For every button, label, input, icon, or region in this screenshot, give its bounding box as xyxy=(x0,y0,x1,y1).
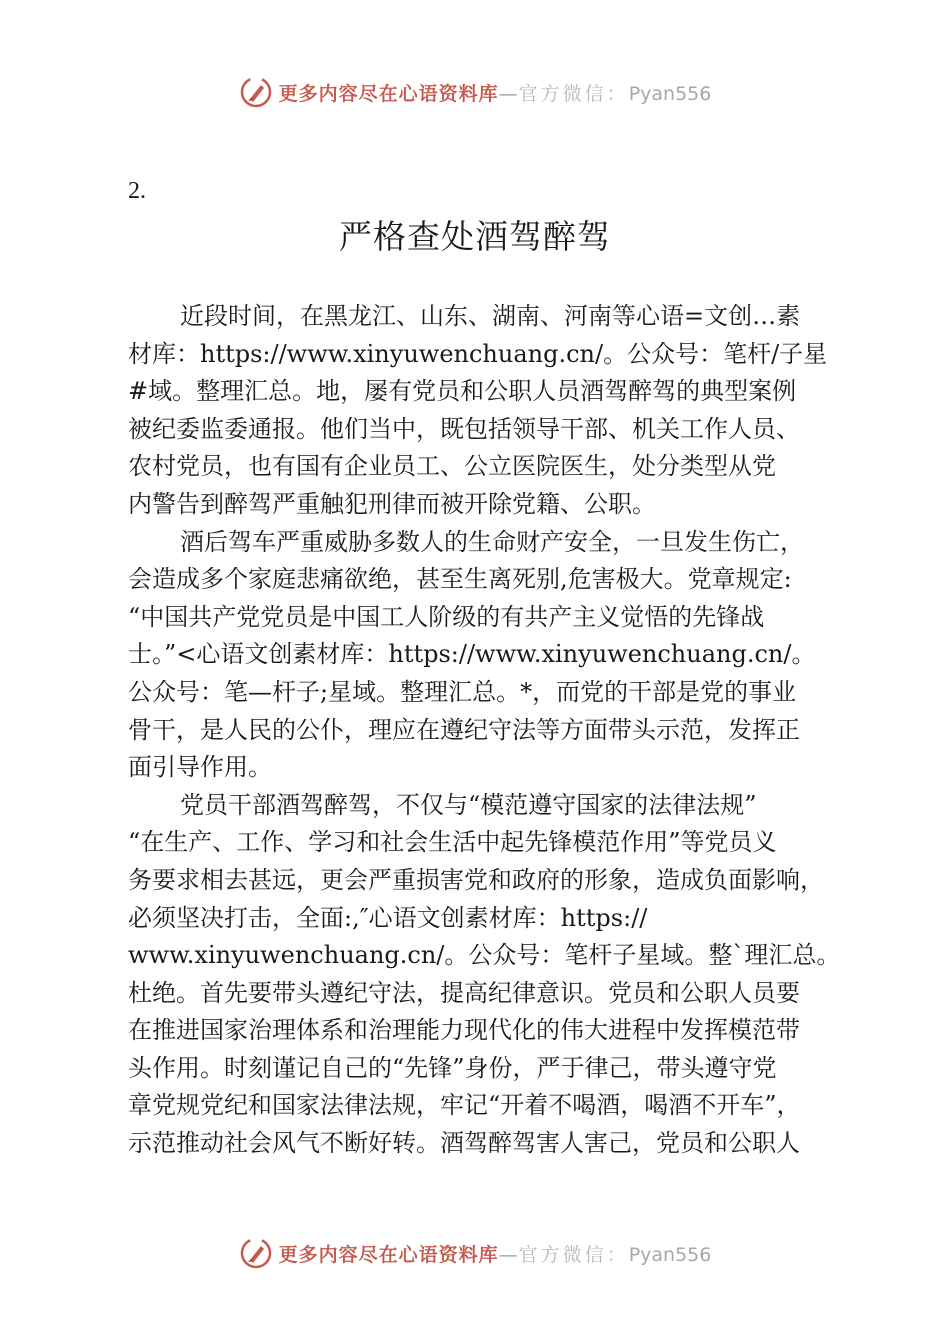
section-number: 2. xyxy=(128,178,146,204)
body-line: 必须坚决打击，全面:,″心语文创素材库：https:// xyxy=(128,903,648,932)
body-line: 杜绝。首先要带头遵纪守法，提高纪律意识。党员和公职人员要 xyxy=(128,978,800,1007)
footer-watermark-part2: — xyxy=(498,1243,519,1266)
body-line: 在推进国家治理体系和治理能力现代化的伟大进程中发挥模范带 xyxy=(128,1016,800,1045)
footer-watermark-part1: 更多内容尽在心语资料库 xyxy=(278,1243,499,1266)
header-watermark-part4: Pyan556 xyxy=(628,82,712,105)
body-line: “在生产、工作、学习和社会生活中起先锋模范作用”等党员义 xyxy=(128,828,777,857)
body-line: 材库：https://www.xinyuwenchuang.cn/。公众号：笔杆/子星 xyxy=(128,339,828,368)
footer-watermark-part3: 官方微信： xyxy=(518,1243,629,1266)
body-line: 会造成多个家庭悲痛欲绝，甚至生离死别,危害极大。党章规定: xyxy=(128,565,792,594)
body-line: 被纪委监委通报。他们当中，既包括领导干部、机关工作人员、 xyxy=(128,414,800,443)
body-line: 党员干部酒驾醉驾，不仅与“模范遵守国家的法律法规” xyxy=(180,790,757,819)
logo-icon xyxy=(239,75,273,109)
body-line: 务要求相去甚远，更会严重损害党和政府的形象，造成负面影响， xyxy=(128,865,824,894)
header-watermark-text xyxy=(279,79,712,106)
body-line: “中国共产党党员是中国工人阶级的有共产主义觉悟的先锋战 xyxy=(128,602,765,631)
body-line: 公众号：笔—杆子;星域。整理汇总。*，而党的干部是党的事业 xyxy=(128,677,797,706)
footer-watermark-text xyxy=(279,1240,712,1267)
footer-watermark-part4: Pyan556 xyxy=(628,1243,712,1266)
body-line: 示范推动社会风气不断好转。酒驾醉驾害人害己，党员和公职人 xyxy=(128,1129,800,1158)
body-line: 农村党员，也有国有企业员工、公立医院医生，处分类型从党 xyxy=(128,452,776,481)
body-line: 酒后驾车严重威胁多数人的生命财产安全，一旦发生伤亡， xyxy=(180,527,804,556)
body-line: 章党规党纪和国家法律法规，牢记“开着不喝酒，喝酒不开车”， xyxy=(128,1091,801,1120)
body-line: 面引导作用。 xyxy=(128,753,272,782)
header-watermark-part3: 官方微信： xyxy=(518,82,629,105)
body-line: 内警告到醉驾严重触犯刑律而被开除党籍、公职。 xyxy=(128,489,656,518)
logo-icon xyxy=(239,1236,273,1270)
header-watermark-banner xyxy=(0,72,950,112)
header-watermark-part1: 更多内容尽在心语资料库 xyxy=(278,82,499,105)
body-line: 头作用。时刻谨记自己的“先锋”身份，严于律己，带头遵守党 xyxy=(128,1053,777,1082)
body-line: www.xinyuwenchuang.cn/。公众号：笔杆子星域。整`理汇总。 xyxy=(128,941,841,970)
body-line: 骨干，是人民的公仆，理应在遵纪守法等方面带头示范，发挥正 xyxy=(128,715,800,744)
header-watermark-part2: — xyxy=(498,82,519,105)
body-text xyxy=(128,298,858,1163)
body-line: 近段时间，在黑龙江、山东、湖南、河南等心语=文创…素 xyxy=(180,302,801,330)
footer-watermark-banner xyxy=(0,1233,950,1273)
body-line: 士。”<心语文创素材库：https://www.xinyuwenchuang.cn/。 xyxy=(128,640,816,669)
body-line: #域。整理汇总。地，屡有党员和公职人员酒驾醉驾的典型案例 xyxy=(128,377,797,406)
document-title: 严格查处酒驾醉驾 xyxy=(339,217,611,256)
